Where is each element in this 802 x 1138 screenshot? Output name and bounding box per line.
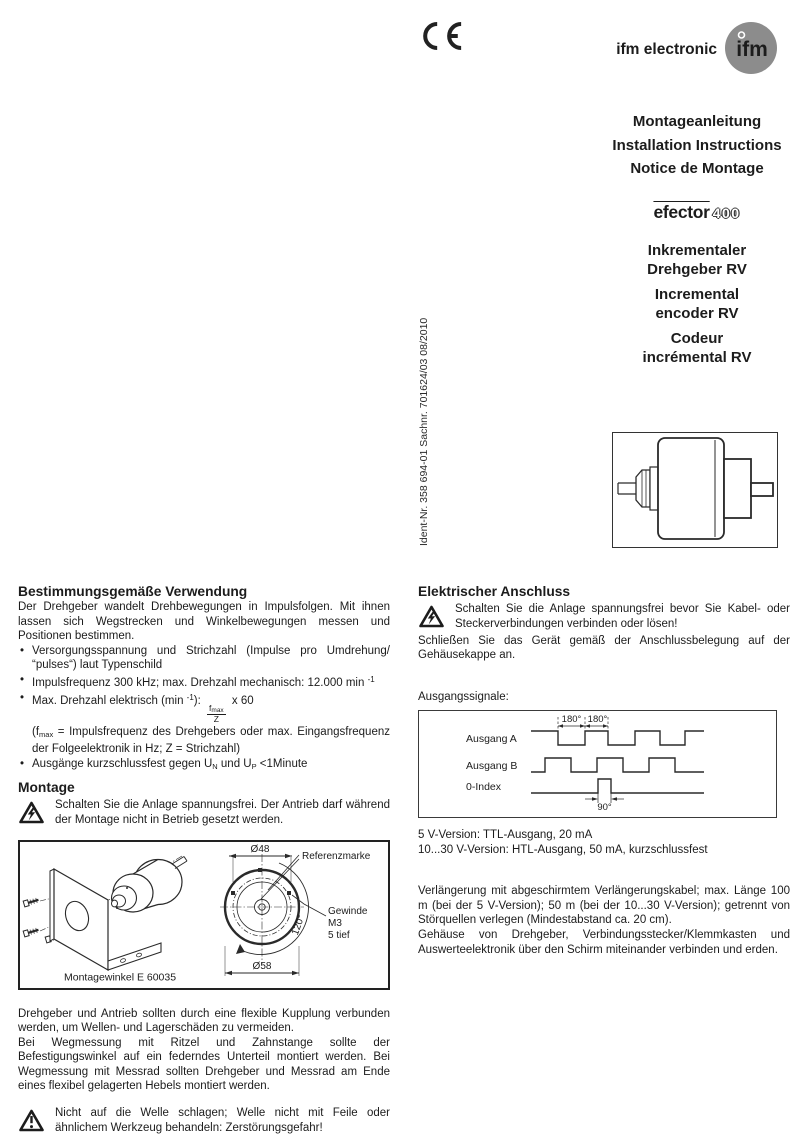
zero-index-label: 0-Index: [466, 781, 502, 794]
dia58-label: Ø58: [252, 960, 272, 972]
version-10-30v-line: 10...30 V-Version: HTL-Ausgang, 50 mA, kurzschlussfest: [418, 843, 708, 856]
reference-mark-label: Referenzmarke: [302, 850, 371, 862]
product-title-de: [592, 242, 802, 279]
spec-list: [18, 644, 390, 775]
thread-label-1: Gewinde: [328, 905, 368, 917]
electrical-warning-text: Schalten Sie die Anlage spannungsfrei bevor Sie Kabel- oder Steckerverbindungen verbinden oder lösen!: [455, 603, 790, 630]
shaft-warning-text: Nicht auf die Welle schlagen; Welle nicht mit Feile oder ähnlichem Werkzeug behandeln: Zerstörungsgefahr!: [55, 1107, 390, 1134]
spec-item-short-circuit: • Ausgänge kurzschlussfest gegen $U_N$ und $U_P$ <1Minute: [32, 757, 390, 775]
brand-name: ifm electronic: [616, 41, 717, 58]
ce-mark-icon: [418, 20, 464, 57]
left-column: [18, 584, 390, 1138]
product-de-line2: Drehgeber RV: [647, 260, 747, 278]
title-fr: Notice de Montage: [630, 160, 764, 177]
product-fr-line2: incrémental RV: [642, 348, 752, 366]
ifm-logo-icon: [725, 22, 777, 79]
output-signals-label: Ausgangssignale:: [418, 690, 509, 703]
waveform-zero-index: [531, 779, 704, 793]
right-column: [418, 584, 790, 957]
montage-warning-text: Schalten Sie die Anlage spannungsfrei. Der Antrieb darf während der Montage nicht in Betrieb gesetzt werden.: [55, 799, 390, 826]
fmax-over-z-fraction: $\frac{f_{max}}{Z}$: [209, 702, 224, 725]
spec-item-voltage: • Versorgungsspannung und Strichzahl (Impulse pro Umdrehung/ “pulses“) laut Typenschild: [32, 644, 390, 673]
dia48-label: Ø48: [250, 843, 270, 855]
brand-header: [616, 22, 777, 79]
product-en-line1: Incremental: [654, 286, 740, 303]
product-titles: [592, 242, 802, 374]
shaft-warning: [18, 1106, 390, 1138]
electrical-heading: Elektrischer Anschluss: [418, 584, 571, 599]
deg90-label: 90°: [597, 802, 612, 813]
product-title-en: [592, 286, 802, 323]
efector-series-text: 400: [712, 205, 741, 221]
title-de: Montageanleitung: [632, 113, 762, 130]
deg180-first-label: 180°: [561, 714, 582, 726]
efector-logo: [592, 202, 802, 223]
product-en-line2: encoder RV: [655, 304, 739, 322]
efector-logo-text: efector: [653, 202, 710, 222]
product-title-fr: [592, 330, 802, 367]
warning-electrical-icon: [18, 800, 45, 830]
title-en: Installation Instructions: [612, 136, 782, 154]
waveform-channel-a: [531, 731, 704, 745]
ident-number-label: Ident-Nr. 358 694-01 Sachnr. 701624/03 08/2010: [418, 317, 430, 546]
montage-heading: Montage: [18, 780, 75, 796]
product-fr-line1: Codeur: [670, 330, 724, 347]
mounting-figure: [18, 840, 390, 990]
ifm-logo-monogram: ifm: [736, 38, 768, 61]
electrical-warning: [418, 602, 790, 634]
channel-b-label: Ausgang B: [466, 760, 518, 773]
deg180-second-label: 180°: [587, 714, 608, 726]
extension-cable-paragraph: Verlängerung mit abgeschirmtem Verlängerungskabel; max. Länge 100 m (bei der 5 V-Version); 50 m (bei der 10...30 V-Version); getrennt von Störquellen verlegen (Mindestabstand ca. 20 cm).: [418, 885, 790, 927]
version-5v-line: 5 V-Version: TTL-Ausgang, 20 mA: [418, 828, 593, 841]
encoder-side-view-figure: [612, 432, 778, 548]
thread-label-3: 5 tief: [328, 929, 350, 941]
measurement-paragraph: Bei Wegmessung mit Ritzel und Zahnstange sollte der Befestigungswinkel auf ein federndes Unterteil montiert werden. Bei Wegmessung mit Messrad sollten Drehgeber und Messrad am Ende eines flexibel gelagerten Hebels montiert werden.: [18, 1036, 390, 1093]
channel-a-label: Ausgang A: [466, 733, 517, 746]
montage-warning: [18, 798, 390, 830]
shielding-paragraph: Gehäuse von Drehgeber, Verbindungsstecker/Klemmkasten und Auswerteelektronik über den Schirm miteinander verbinden und erden.: [418, 928, 790, 956]
product-de-line1: Inkrementaler: [647, 242, 747, 259]
warning-electrical-icon: [418, 604, 445, 634]
coupling-paragraph: Drehgeber und Antrieb sollten durch eine flexible Kupplung verbunden werden, um Wellen- und Lagerschäden zu vermeiden.: [18, 1007, 390, 1035]
connection-paragraph: Schließen Sie das Gerät gemäß der Anschlussbelegung auf der Gehäusekappe an.: [418, 634, 790, 662]
version-specs: [418, 828, 790, 857]
spec-item-frequency: • Impulsfrequenz 300 kHz; max. Drehzahl mechanisch: 12.000 min $^{-1}$: [32, 673, 390, 691]
document-titles: [592, 110, 802, 181]
angle-120-label: 120°: [289, 913, 308, 937]
usage-intro: Der Drehgeber wandelt Drehbewegungen in Impulsfolgen. Mit ihnen lassen sich Wegstrecken und Winkelbewegungen messen und Positionen bestimmen.: [18, 601, 390, 643]
output-signals-diagram: [418, 710, 777, 818]
waveform-channel-b: [531, 758, 704, 772]
thread-label-2: M3: [328, 917, 342, 929]
usage-heading: Bestimmungsgemäße Verwendung: [18, 584, 248, 599]
spec-item-speed: • Max. Drehzahl elektrisch (min $^{-1}$): $\frac{f_{max}}{Z}$ x 60 ($f_{max}$ = Impulsfrequenz des Drehgebers oder max. Eingangsfrequenz der Folgeelektronik in Hz; Z = Strichzahl): [32, 691, 390, 757]
bracket-caption: Montagewinkel E 60035: [64, 971, 177, 983]
warning-general-icon: [18, 1108, 45, 1138]
